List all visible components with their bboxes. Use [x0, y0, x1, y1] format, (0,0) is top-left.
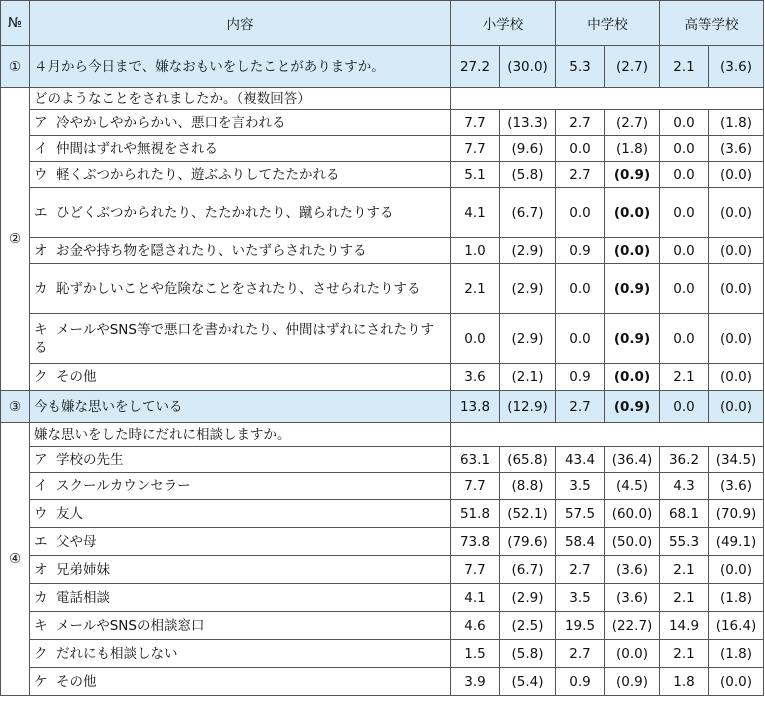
- value-cell: (3.6): [605, 584, 660, 612]
- item-marker: ク: [34, 645, 48, 662]
- table-row: [1, 612, 764, 640]
- table-row: [1, 314, 764, 364]
- value-cell: 2.1: [660, 556, 709, 584]
- item-marker: ア: [34, 114, 48, 131]
- item-label: だれにも相談しない: [56, 645, 178, 662]
- value-cell: (3.6): [709, 136, 764, 162]
- value-cell: 2.7: [556, 640, 605, 668]
- value-cell: (34.5): [709, 447, 764, 473]
- value-cell: (1.8): [709, 640, 764, 668]
- value-cell: (2.9): [500, 584, 556, 612]
- question-4-number: ④: [1, 423, 30, 696]
- header-no: №: [1, 1, 30, 46]
- value-cell: (0.0): [605, 188, 660, 238]
- item-label: 冷やかしやからかい、悪口を言われる: [56, 114, 286, 131]
- value-cell: 0.0: [556, 314, 605, 364]
- value-cell: 0.0: [660, 264, 709, 314]
- value-cell: (16.4): [709, 612, 764, 640]
- value-cell: 0.0: [556, 136, 605, 162]
- value-cell: 0.0: [660, 391, 709, 423]
- value-cell: 14.9: [660, 612, 709, 640]
- item-label: 軽くぶつかられたり、遊ぶふりしてたたかれる: [56, 166, 340, 183]
- table-row: [1, 264, 764, 314]
- item-label: ひどくぶつかられたり、たたかれたり、蹴られたりする: [56, 204, 394, 221]
- value-cell: 2.7: [556, 556, 605, 584]
- value-cell: 0.0: [660, 110, 709, 136]
- value-cell: (1.8): [709, 584, 764, 612]
- table-row: [1, 447, 764, 473]
- item-marker: イ: [34, 140, 48, 157]
- table-row: [1, 162, 764, 188]
- value-cell: 2.7: [556, 110, 605, 136]
- question-1-number: ①: [1, 46, 30, 88]
- item-label: メールやSNS等で悪口を書かれたり、仲間はずれにされたりする: [34, 321, 434, 356]
- value-cell: (0.0): [709, 668, 764, 696]
- value-cell: (0.0): [709, 314, 764, 364]
- question-3-text: 今も嫌な思いをしている: [30, 391, 451, 423]
- item-marker: カ: [34, 280, 48, 297]
- value-cell: 4.6: [451, 612, 500, 640]
- table-row: [1, 668, 764, 696]
- value-cell: (0.0): [605, 640, 660, 668]
- table-row: [1, 640, 764, 668]
- value-cell: (2.5): [500, 612, 556, 640]
- value-cell: 0.0: [451, 314, 500, 364]
- value-cell: 51.8: [451, 500, 500, 528]
- item-marker: エ: [34, 204, 48, 221]
- header-high-school: 高等学校: [660, 1, 764, 46]
- value-cell: (22.7): [605, 612, 660, 640]
- item-label: スクールカウンセラー: [56, 478, 191, 494]
- value-cell: 2.1: [451, 264, 500, 314]
- value-cell: 0.0: [660, 136, 709, 162]
- value-cell: (0.0): [605, 364, 660, 391]
- value-cell: (0.0): [709, 238, 764, 264]
- value-cell: (79.6): [500, 528, 556, 556]
- item-label: 父や母: [56, 533, 97, 550]
- question-3-row: [1, 391, 764, 423]
- value-cell: 3.5: [556, 584, 605, 612]
- value-cell: 43.4: [556, 447, 605, 473]
- value-cell: (0.9): [605, 668, 660, 696]
- value-cell: 4.3: [660, 473, 709, 500]
- value-cell: 36.2: [660, 447, 709, 473]
- value-cell: (0.0): [605, 238, 660, 264]
- value-cell: 5.1: [451, 162, 500, 188]
- value-cell: (1.8): [709, 110, 764, 136]
- table-row: [1, 188, 764, 238]
- value-cell: 4.1: [451, 584, 500, 612]
- value-cell: (5.4): [500, 668, 556, 696]
- value-cell: (0.0): [709, 364, 764, 391]
- question-1-row: [1, 46, 764, 88]
- value-cell: 13.8: [451, 391, 500, 423]
- value-cell: 2.1: [660, 640, 709, 668]
- value-cell: (0.0): [709, 391, 764, 423]
- item-marker: キ: [34, 321, 48, 338]
- value-cell: 0.0: [556, 188, 605, 238]
- value-cell: 68.1: [660, 500, 709, 528]
- item-label: メールやSNSの相談窓口: [56, 617, 205, 634]
- value-cell: (0.9): [605, 264, 660, 314]
- item-label: 電話相談: [56, 589, 110, 606]
- item-marker: オ: [34, 242, 48, 259]
- value-cell: 3.9: [451, 668, 500, 696]
- value-cell: (8.8): [500, 473, 556, 500]
- table-row: [1, 584, 764, 612]
- value-cell: 7.7: [451, 556, 500, 584]
- value-cell: 0.9: [556, 668, 605, 696]
- value-cell: (13.3): [500, 110, 556, 136]
- value-cell: (2.7): [605, 46, 660, 88]
- header-junior-high: 中学校: [556, 1, 660, 46]
- value-cell: (65.8): [500, 447, 556, 473]
- question-3-number: ③: [1, 391, 30, 423]
- value-cell: (36.4): [605, 447, 660, 473]
- item-marker: エ: [34, 533, 48, 550]
- value-cell: (3.6): [709, 473, 764, 500]
- value-cell: 57.5: [556, 500, 605, 528]
- value-cell: 5.3: [556, 46, 605, 88]
- item-label: その他: [56, 673, 97, 690]
- value-cell: (50.0): [605, 528, 660, 556]
- table-row: [1, 136, 764, 162]
- value-cell: (60.0): [605, 500, 660, 528]
- value-cell: (2.9): [500, 264, 556, 314]
- item-label: お金や持ち物を隠されたり、いたずらされたりする: [56, 242, 367, 259]
- value-cell: 19.5: [556, 612, 605, 640]
- item-marker: イ: [34, 478, 48, 494]
- value-cell: (3.6): [605, 556, 660, 584]
- value-cell: (2.9): [500, 238, 556, 264]
- value-cell: (2.9): [500, 314, 556, 364]
- item-label: 友人: [56, 505, 83, 522]
- value-cell: (5.8): [500, 640, 556, 668]
- item-label: 恥ずかしいことや危険なことをされたり、させられたりする: [56, 280, 421, 297]
- table-row: [1, 364, 764, 391]
- header-elementary: 小学校: [451, 1, 556, 46]
- item-marker: オ: [34, 561, 48, 578]
- value-cell: 2.1: [660, 584, 709, 612]
- value-cell: (3.6): [709, 46, 764, 88]
- value-cell: 0.0: [660, 314, 709, 364]
- item-marker: ウ: [34, 166, 48, 183]
- table-row: [1, 110, 764, 136]
- value-cell: 55.3: [660, 528, 709, 556]
- item-label: 兄弟姉妹: [56, 561, 110, 578]
- value-cell: (0.0): [709, 188, 764, 238]
- value-cell: 4.1: [451, 188, 500, 238]
- value-cell: (30.0): [500, 46, 556, 88]
- item-label: その他: [56, 369, 97, 385]
- value-cell: 7.7: [451, 110, 500, 136]
- value-cell: 0.9: [556, 238, 605, 264]
- item-label: 学校の先生: [56, 451, 124, 468]
- value-cell: (0.0): [709, 556, 764, 584]
- value-cell: (4.5): [605, 473, 660, 500]
- value-cell: (0.9): [605, 314, 660, 364]
- value-cell: (2.7): [605, 110, 660, 136]
- value-cell: 0.0: [556, 264, 605, 314]
- value-cell: 7.7: [451, 136, 500, 162]
- item-marker: ウ: [34, 505, 48, 522]
- value-cell: (0.9): [605, 391, 660, 423]
- value-cell: (0.9): [605, 162, 660, 188]
- value-cell: (6.7): [500, 188, 556, 238]
- question-2-number: ②: [1, 88, 30, 391]
- item-marker: ケ: [34, 673, 48, 690]
- value-cell: (1.8): [605, 136, 660, 162]
- table-row: [1, 556, 764, 584]
- value-cell: (12.9): [500, 391, 556, 423]
- value-cell: 0.9: [556, 364, 605, 391]
- value-cell: (9.6): [500, 136, 556, 162]
- question-4-heading-row: [1, 423, 764, 447]
- value-cell: 2.7: [556, 391, 605, 423]
- item-marker: カ: [34, 589, 48, 606]
- value-cell: 2.7: [556, 162, 605, 188]
- value-cell: 1.8: [660, 668, 709, 696]
- value-cell: 1.0: [451, 238, 500, 264]
- value-cell: 7.7: [451, 473, 500, 500]
- value-cell: 0.0: [660, 238, 709, 264]
- table-row: [1, 238, 764, 264]
- value-cell: 27.2: [451, 46, 500, 88]
- value-cell: 73.8: [451, 528, 500, 556]
- table-row: [1, 473, 764, 500]
- question-1-text: ４月から今日まで、嫌なおもいをしたことがありますか。: [30, 46, 451, 88]
- question-2-heading: どのようなことをされましたか。（複数回答）: [30, 88, 451, 110]
- value-cell: (52.1): [500, 500, 556, 528]
- value-cell: (5.8): [500, 162, 556, 188]
- value-cell: 1.5: [451, 640, 500, 668]
- item-marker: キ: [34, 617, 48, 634]
- value-cell: (70.9): [709, 500, 764, 528]
- header-item: 内容: [30, 1, 451, 46]
- question-4-heading: 嫌な思いをした時にだれに相談しますか。: [30, 423, 451, 447]
- header-row: [1, 1, 764, 46]
- value-cell: 58.4: [556, 528, 605, 556]
- table-row: [1, 528, 764, 556]
- value-cell: (49.1): [709, 528, 764, 556]
- value-cell: (6.7): [500, 556, 556, 584]
- value-cell: 3.5: [556, 473, 605, 500]
- value-cell: (0.0): [709, 264, 764, 314]
- table-row: [1, 500, 764, 528]
- value-cell: 3.6: [451, 364, 500, 391]
- value-cell: 2.1: [660, 46, 709, 88]
- value-cell: 2.1: [660, 364, 709, 391]
- item-marker: ク: [34, 369, 48, 385]
- value-cell: (2.1): [500, 364, 556, 391]
- item-label: 仲間はずれや無視をされる: [56, 140, 218, 157]
- value-cell: (0.0): [709, 162, 764, 188]
- question-2-heading-row: [1, 88, 764, 110]
- item-marker: ア: [34, 451, 48, 468]
- value-cell: 0.0: [660, 188, 709, 238]
- value-cell: 63.1: [451, 447, 500, 473]
- value-cell: 0.0: [660, 162, 709, 188]
